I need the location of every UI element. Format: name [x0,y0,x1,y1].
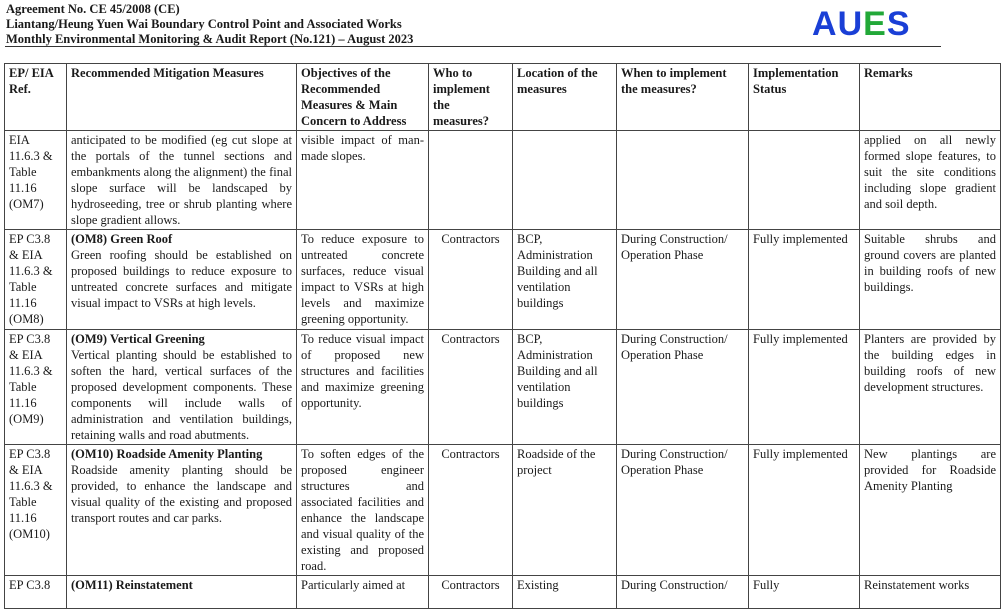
table-header-row [5,64,1001,131]
column-header: Objectives of the Recommended Measures & Main Concern to Address [297,64,429,131]
logo-letter: E [863,5,887,43]
ref-cell: EP C3.8 & EIA 11.6.3 & Table 11.16 (OM9) [5,330,67,445]
measure-title: (OM11) Reinstatement [71,578,193,592]
logo-letter: U [837,5,864,43]
remarks-cell: Suitable shrubs and ground covers are planted in building roofs of new buildings. [860,230,1001,330]
ref-cell: EP C3.8 & EIA 11.6.3 & Table 11.16 (OM10) [5,445,67,576]
status-cell [749,131,860,230]
measure-cell [67,576,297,609]
when-cell: During Construction/ Operation Phase [617,230,749,330]
remarks-cell: New plantings are provided for Roadside Amenity Planting [860,445,1001,576]
column-header: Who to implement the measures? [429,64,513,131]
status-cell: Fully [749,576,860,609]
agreement-number: Agreement No. CE 45/2008 (CE) [6,2,180,16]
measure-cell [67,330,297,445]
location-cell: Existing [513,576,617,609]
mitigation-measures-table [4,63,1001,609]
objective-cell: visible impact of man-made slopes. [297,131,429,230]
table-row [5,445,1001,576]
location-cell [513,131,617,230]
measure-title: (OM8) Green Roof [71,232,173,246]
measure-text: Green roofing should be established on proposed buildings to reduce exposure to untreated concrete surfaces and mitigate visual impact to VSRs at high levels. [71,248,292,310]
remarks-cell: applied on all newly formed slope features, to suit the site conditions including slope gradient and soil depth. [860,131,1001,230]
remarks-cell: Planters are provided by the building edges in building roofs of new development structures. [860,330,1001,445]
when-cell [617,131,749,230]
measure-cell [67,230,297,330]
table-row [5,576,1001,609]
measure-title: (OM10) Roadside Amenity Planting [71,447,263,461]
objective-cell: Particularly aimed at [297,576,429,609]
location-cell: BCP, Administration Building and all ventilation buildings [513,330,617,445]
objective-cell: To reduce exposure to untreated concrete surfaces, reduce visual impact to VSRs at high levels and maximize greening opportunity. [297,230,429,330]
measure-text: Roadside amenity planting should be provided, to enhance the landscape and visual quality of the existing and proposed transport routes and car parks. [71,463,292,525]
who-cell: Contractors [429,576,513,609]
when-cell: During Construction/ [617,576,749,609]
column-header: Implementation Status [749,64,860,131]
measure-cell [67,445,297,576]
header-divider [5,46,941,47]
report-header [6,2,941,47]
project-title: Liantang/Heung Yuen Wai Boundary Control Point and Associated Works [6,17,402,31]
location-cell: BCP, Administration Building and all ventilation buildings [513,230,617,330]
measure-cell [67,131,297,230]
logo-letter: A [812,5,838,43]
status-cell: Fully implemented [749,445,860,576]
report-title: Monthly Environmental Monitoring & Audit Report (No.121) – August 2023 [6,32,414,46]
logo-letter: S [886,5,911,43]
who-cell: Contractors [429,330,513,445]
measure-text: anticipated to be modified (eg cut slope at the portals of the tunnel sections and embankments along the alignment) the final slope surface will be landscaped by hydroseeding, tree or shrub planting where slope gradient allows. [71,133,292,227]
remarks-cell: Reinstatement works [860,576,1001,609]
when-cell: During Construction/ Operation Phase [617,445,749,576]
column-header: Remarks [860,64,1001,131]
ref-cell: EIA 11.6.3 & Table 11.16 (OM7) [5,131,67,230]
objective-cell: To reduce visual impact of proposed new structures and facilities and maximize greening opportunity. [297,330,429,445]
who-cell [429,131,513,230]
objective-cell: To soften edges of the proposed engineer structures and associated facilities and enhance the landscape and visual quality of the existing and proposed road. [297,445,429,576]
when-cell: During Construction/ Operation Phase [617,330,749,445]
table-row [5,330,1001,445]
location-cell: Roadside of the project [513,445,617,576]
aues-logo [812,5,911,43]
ref-cell: EP C3.8 & EIA 11.6.3 & Table 11.16 (OM8) [5,230,67,330]
who-cell: Contractors [429,230,513,330]
column-header: Location of the measures [513,64,617,131]
who-cell: Contractors [429,445,513,576]
table-row [5,131,1001,230]
status-cell: Fully implemented [749,230,860,330]
ref-cell: EP C3.8 [5,576,67,609]
column-header: EP/ EIA Ref. [5,64,67,131]
measure-title: (OM9) Vertical Greening [71,332,205,346]
column-header: Recommended Mitigation Measures [67,64,297,131]
measure-text: Vertical planting should be established to soften the hard, vertical surfaces of the proposed development components. These components will include walls of administration and ventilation buildings, retaining walls and road abutments. [71,348,292,442]
column-header: When to implement the measures? [617,64,749,131]
status-cell: Fully implemented [749,330,860,445]
table-row [5,230,1001,330]
